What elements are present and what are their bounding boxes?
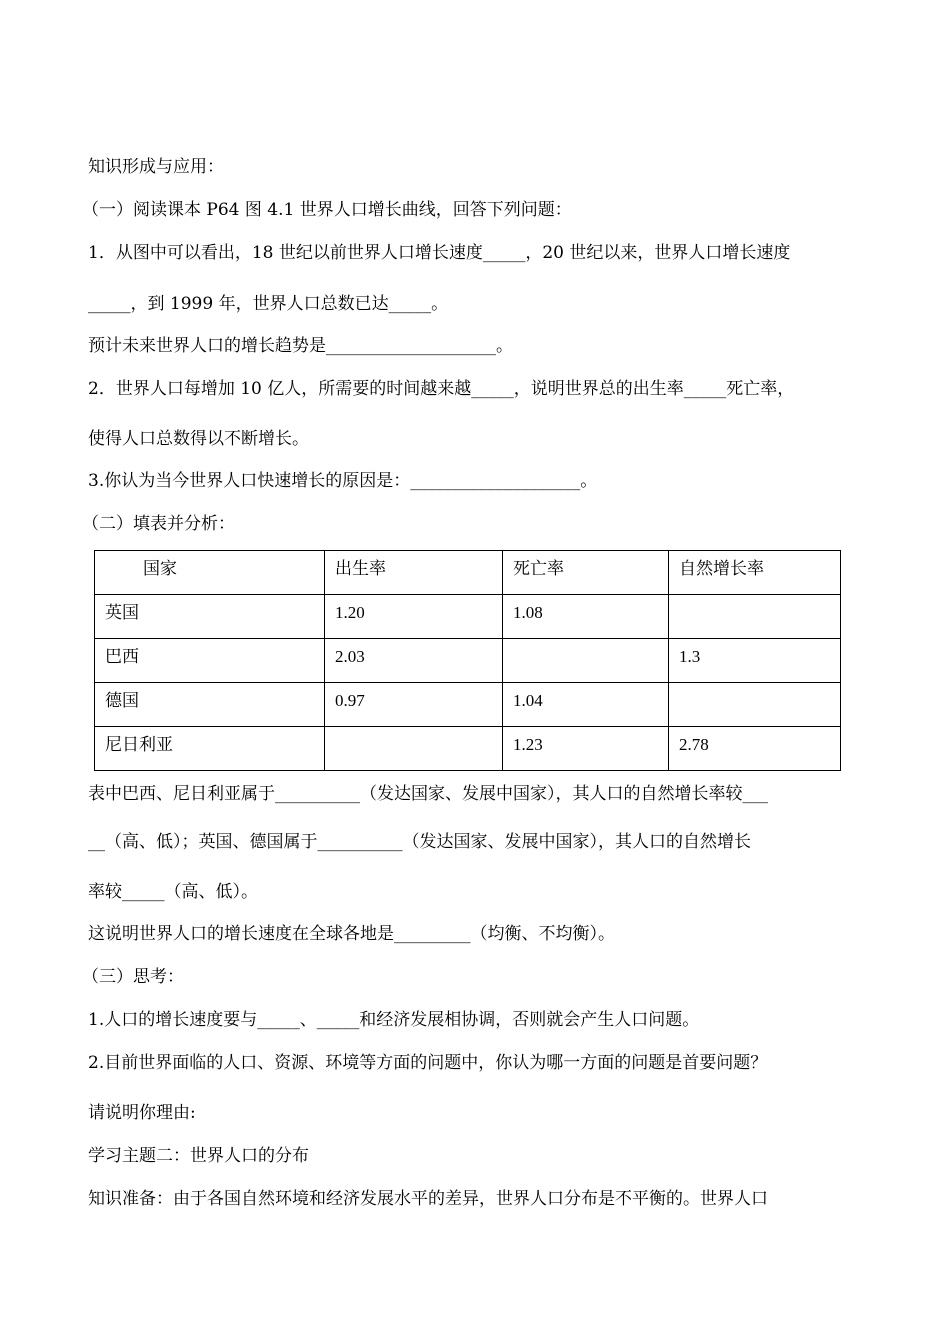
question-2-line-1: 2．世界人口每增加 10 亿人，所需要的时间越来越_____，说明世界总的出生率_____死亡率， [88,379,795,399]
table-cell-birth-rate: 2.03 [325,639,503,683]
table-conclusion: 这说明世界人口的增长速度在全球各地是_________（均衡、不均衡）。 [88,924,615,944]
question-2-line-2: 使得人口总数得以不断增长。 [88,429,309,449]
table-cell-natural-growth: 2.78 [669,727,841,771]
table-analysis-line-3: 率较_____（高、低）。 [88,882,258,902]
table-cell-death-rate: 1.23 [503,727,669,771]
table-cell-death-rate: 1.04 [503,683,669,727]
table-cell-country: 英国 [95,595,325,639]
table-header-cell: 死亡率 [503,551,669,595]
part-one-heading: （一）阅读课本 P64 图 4.1 世界人口增长曲线，回答下列问题： [82,200,572,220]
table-row [95,683,841,727]
knowledge-preparation: 知识准备：由于各国自然环境和经济发展水平的差异，世界人口分布是不平衡的。世界人口 [88,1189,768,1209]
question-1-line-1: 1．从图中可以看出，18 世纪以前世界人口增长速度_____，20 世纪以来，世界人口增长速度 [88,243,791,263]
question-1-line-3: 预计未来世界人口的增长趋势是____________________。 [88,336,513,356]
table-cell-country: 尼日利亚 [95,727,325,771]
table-cell-natural-growth [669,683,841,727]
table-cell-country: 德国 [95,683,325,727]
table-cell-death-rate: 1.08 [503,595,669,639]
table-cell-birth-rate [325,727,503,771]
table-cell-birth-rate: 0.97 [325,683,503,727]
think-question-2: 2.目前世界面临的人口、资源、环境等方面的问题中，你认为哪一方面的问题是首要问题？ [88,1053,768,1073]
table-cell-country: 巴西 [95,639,325,683]
question-1-line-2: _____，到 1999 年，世界人口总数已达_____。 [88,294,449,314]
table-analysis-line-1: 表中巴西、尼日利亚属于__________（发达国家、发展中国家），其人口的自然增长率较___ [88,784,768,804]
section-heading-knowledge: 知识形成与应用： [88,157,224,177]
table-header-cell: 自然增长率 [669,551,841,595]
table-analysis-line-2: __（高、低）；英国、德国属于__________（发达国家、发展中国家），其人口的自然增长 [88,832,751,852]
question-3: 3.你认为当今世界人口快速增长的原因是：____________________。 [88,471,598,491]
table-row [95,639,841,683]
part-three-heading: （三）思考： [82,967,184,987]
part-two-heading: （二）填表并分析： [82,514,235,534]
table-cell-natural-growth [669,595,841,639]
table-header-cell: 出生率 [325,551,503,595]
table-row [95,727,841,771]
think-question-1: 1.人口的增长速度要与_____、_____和经济发展相协调，否则就会产生人口问题。 [88,1010,700,1030]
study-topic-two-heading: 学习主题二：世界人口的分布 [88,1146,309,1166]
table-cell-birth-rate: 1.20 [325,595,503,639]
table-header-cell: 国家 [95,551,325,595]
think-question-2-reason: 请说明你理由: [88,1103,196,1123]
table-row [95,595,841,639]
table-cell-death-rate [503,639,669,683]
population-rate-table [94,550,841,771]
table-cell-natural-growth: 1.3 [669,639,841,683]
table-header-row [95,551,841,595]
